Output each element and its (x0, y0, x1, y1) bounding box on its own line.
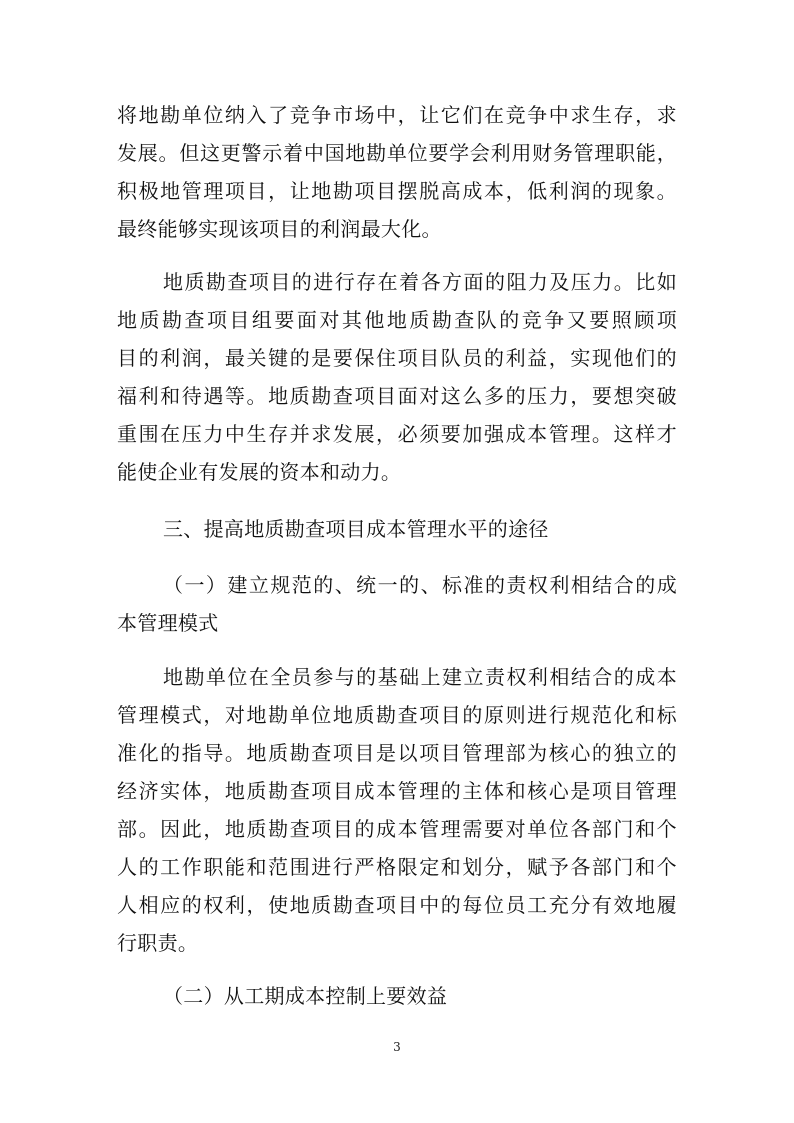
body-text-line: 发展。但这更警示着中国地勘单位要学会利用财务管理职能， (117, 141, 677, 165)
body-text-line: 福利和待遇等。地质勘查项目面对这么多的压力，要想突破 (117, 384, 677, 408)
body-text-line: 准化的指导。地质勘查项目是以项目管理部为核心的独立的 (117, 741, 677, 765)
subsection-heading: （二）从工期成本控制上要效益 (163, 984, 448, 1008)
body-text-line: 行职责。 (117, 931, 199, 955)
body-text-line: 地质勘查项目组要面对其他地质勘查队的竞争又要照顾项 (117, 308, 677, 332)
body-text-line: 管理模式，对地勘单位地质勘查项目的原则进行规范化和标 (117, 703, 677, 727)
body-text-line: 将地勘单位纳入了竞争市场中，让它们在竞争中求生存，求 (117, 103, 677, 127)
subsection-heading-continued: 本管理模式 (117, 611, 219, 635)
page-number: 3 (393, 1040, 401, 1054)
body-text-line: 人相应的权利，使地质勘查项目中的每位员工充分有效地履 (117, 893, 677, 917)
section-heading: 三、提高地质勘查项目成本管理水平的途径 (163, 517, 549, 541)
body-text-line: 经济实体，地质勘查项目成本管理的主体和核心是项目管理 (117, 779, 677, 803)
body-text-line: 人的工作职能和范围进行严格限定和划分，赋予各部门和个 (117, 855, 677, 879)
body-text-line: 目的利润，最关键的是要保住项目队员的利益，实现他们的 (117, 346, 677, 370)
body-text-line: 重围在压力中生存并求发展，必须要加强成本管理。这样才 (117, 422, 677, 446)
paragraph-first-line: 地勘单位在全员参与的基础上建立责权利相结合的成本 (163, 665, 677, 689)
body-text-line: 积极地管理项目，让地勘项目摆脱高成本，低利润的现象。 (117, 179, 677, 203)
paragraph-first-line: 地质勘查项目的进行存在着各方面的阻力及压力。比如 (163, 270, 677, 294)
body-text-line: 能使企业有发展的资本和动力。 (117, 460, 402, 484)
body-text-line: 最终能够实现该项目的利润最大化。 (117, 217, 442, 241)
body-text-line: 部。因此，地质勘查项目的成本管理需要对单位各部门和个 (117, 817, 677, 841)
subsection-heading: （一）建立规范的、统一的、标准的责权利相结合的成 (163, 573, 677, 597)
